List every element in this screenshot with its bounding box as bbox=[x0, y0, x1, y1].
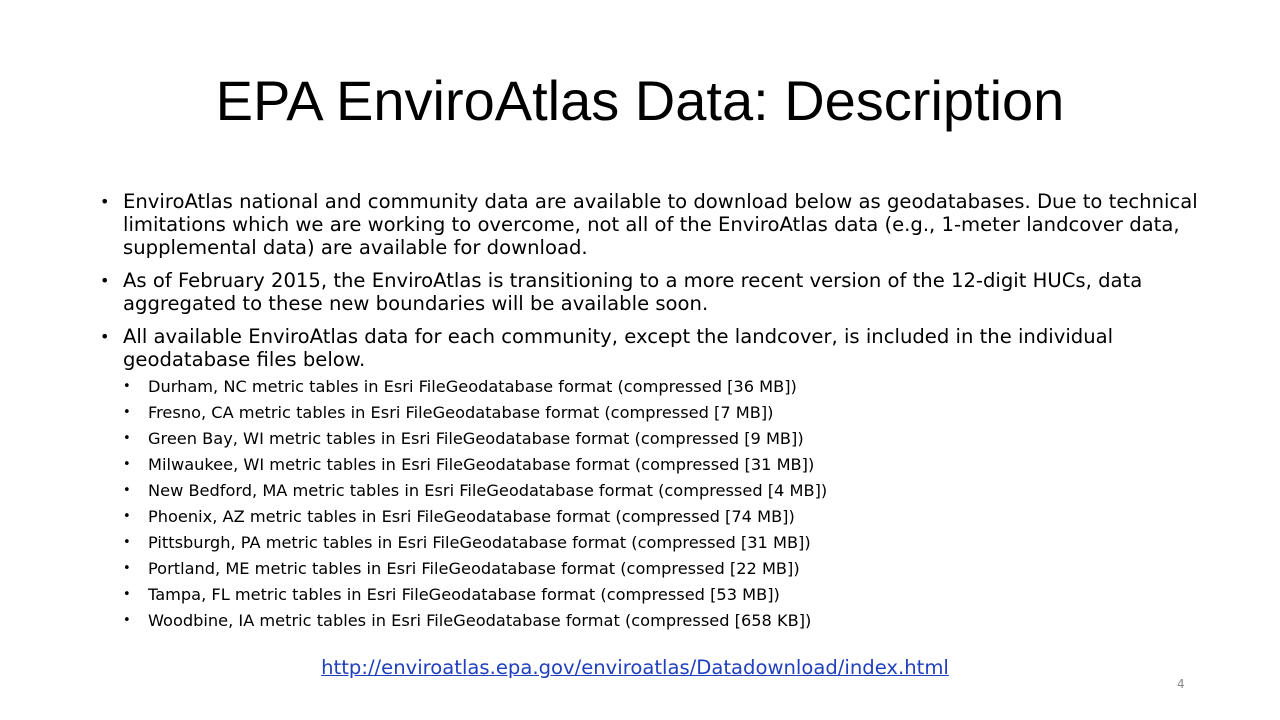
sub-bullet-icon: • bbox=[123, 431, 131, 446]
bullet-icon: • bbox=[100, 271, 110, 290]
community-download-item bbox=[123, 481, 1200, 500]
sub-bullet-icon: • bbox=[123, 613, 131, 628]
sub-bullet-icon: • bbox=[123, 379, 131, 394]
community-download-text: New Bedford, MA metric tables in Esri FileGeodatabase format (compressed [4 MB]) bbox=[148, 481, 828, 500]
bullet-icon: • bbox=[100, 192, 110, 211]
sub-bullet-icon: • bbox=[123, 561, 131, 576]
sub-bullet-icon: • bbox=[123, 587, 131, 602]
community-download-item bbox=[123, 507, 1200, 526]
sub-bullet-icon: • bbox=[123, 509, 131, 524]
community-download-text: Milwaukee, WI metric tables in Esri FileGeodatabase format (compressed [31 MB]) bbox=[148, 455, 815, 474]
slide-title: EPA EnviroAtlas Data: Description bbox=[215, 69, 1065, 132]
bullet-text: EnviroAtlas national and community data are available to download below as geodatabases. Due to technical limitations which we are working to overcome, not all of the EnviroAtlas data (e.g., 1-meter landcover data, supplemental data) are available for download. bbox=[123, 190, 1198, 259]
bullet-item bbox=[100, 325, 1200, 630]
bullet-item bbox=[100, 190, 1200, 259]
community-download-item bbox=[123, 455, 1200, 474]
sub-bullet-icon: • bbox=[123, 405, 131, 420]
community-download-text: Durham, NC metric tables in Esri FileGeodatabase format (compressed [36 MB]) bbox=[148, 377, 797, 396]
sub-bullet-icon: • bbox=[123, 535, 131, 550]
community-download-text: Phoenix, AZ metric tables in Esri FileGeodatabase format (compressed [74 MB]) bbox=[148, 507, 795, 526]
bullet-icon: • bbox=[100, 327, 110, 346]
bullet-text: As of February 2015, the EnviroAtlas is transitioning to a more recent version of the 12-digit HUCs, data aggregated to these new boundaries will be available soon. bbox=[123, 269, 1143, 315]
community-download-text: Pittsburgh, PA metric tables in Esri FileGeodatabase format (compressed [31 MB]) bbox=[148, 533, 811, 552]
bullet-list bbox=[100, 190, 1200, 630]
community-download-item bbox=[123, 403, 1200, 422]
community-download-item bbox=[123, 585, 1200, 604]
page-number: 4 bbox=[1177, 677, 1185, 691]
bullet-text: All available EnviroAtlas data for each community, except the landcover, is included in the individual geodatabase files below. bbox=[123, 325, 1114, 371]
sub-bullet-icon: • bbox=[123, 457, 131, 472]
community-download-list bbox=[123, 377, 1200, 630]
community-download-item bbox=[123, 611, 1200, 630]
download-link-row bbox=[0, 656, 1270, 679]
community-download-item bbox=[123, 559, 1200, 578]
community-download-text: Woodbine, IA metric tables in Esri FileGeodatabase format (compressed [658 KB]) bbox=[148, 611, 812, 630]
slide-body bbox=[100, 190, 1200, 640]
community-download-item bbox=[123, 429, 1200, 448]
community-download-text: Fresno, CA metric tables in Esri FileGeodatabase format (compressed [7 MB]) bbox=[148, 403, 774, 422]
community-download-text: Tampa, FL metric tables in Esri FileGeodatabase format (compressed [53 MB]) bbox=[148, 585, 780, 604]
community-download-item bbox=[123, 533, 1200, 552]
community-download-item bbox=[123, 377, 1200, 396]
download-page-link[interactable]: http://enviroatlas.epa.gov/enviroatlas/Datadownload/index.html bbox=[321, 656, 949, 679]
sub-bullet-icon: • bbox=[123, 483, 131, 498]
community-download-text: Green Bay, WI metric tables in Esri FileGeodatabase format (compressed [9 MB]) bbox=[148, 429, 804, 448]
community-download-text: Portland, ME metric tables in Esri FileGeodatabase format (compressed [22 MB]) bbox=[148, 559, 800, 578]
bullet-item bbox=[100, 269, 1200, 315]
